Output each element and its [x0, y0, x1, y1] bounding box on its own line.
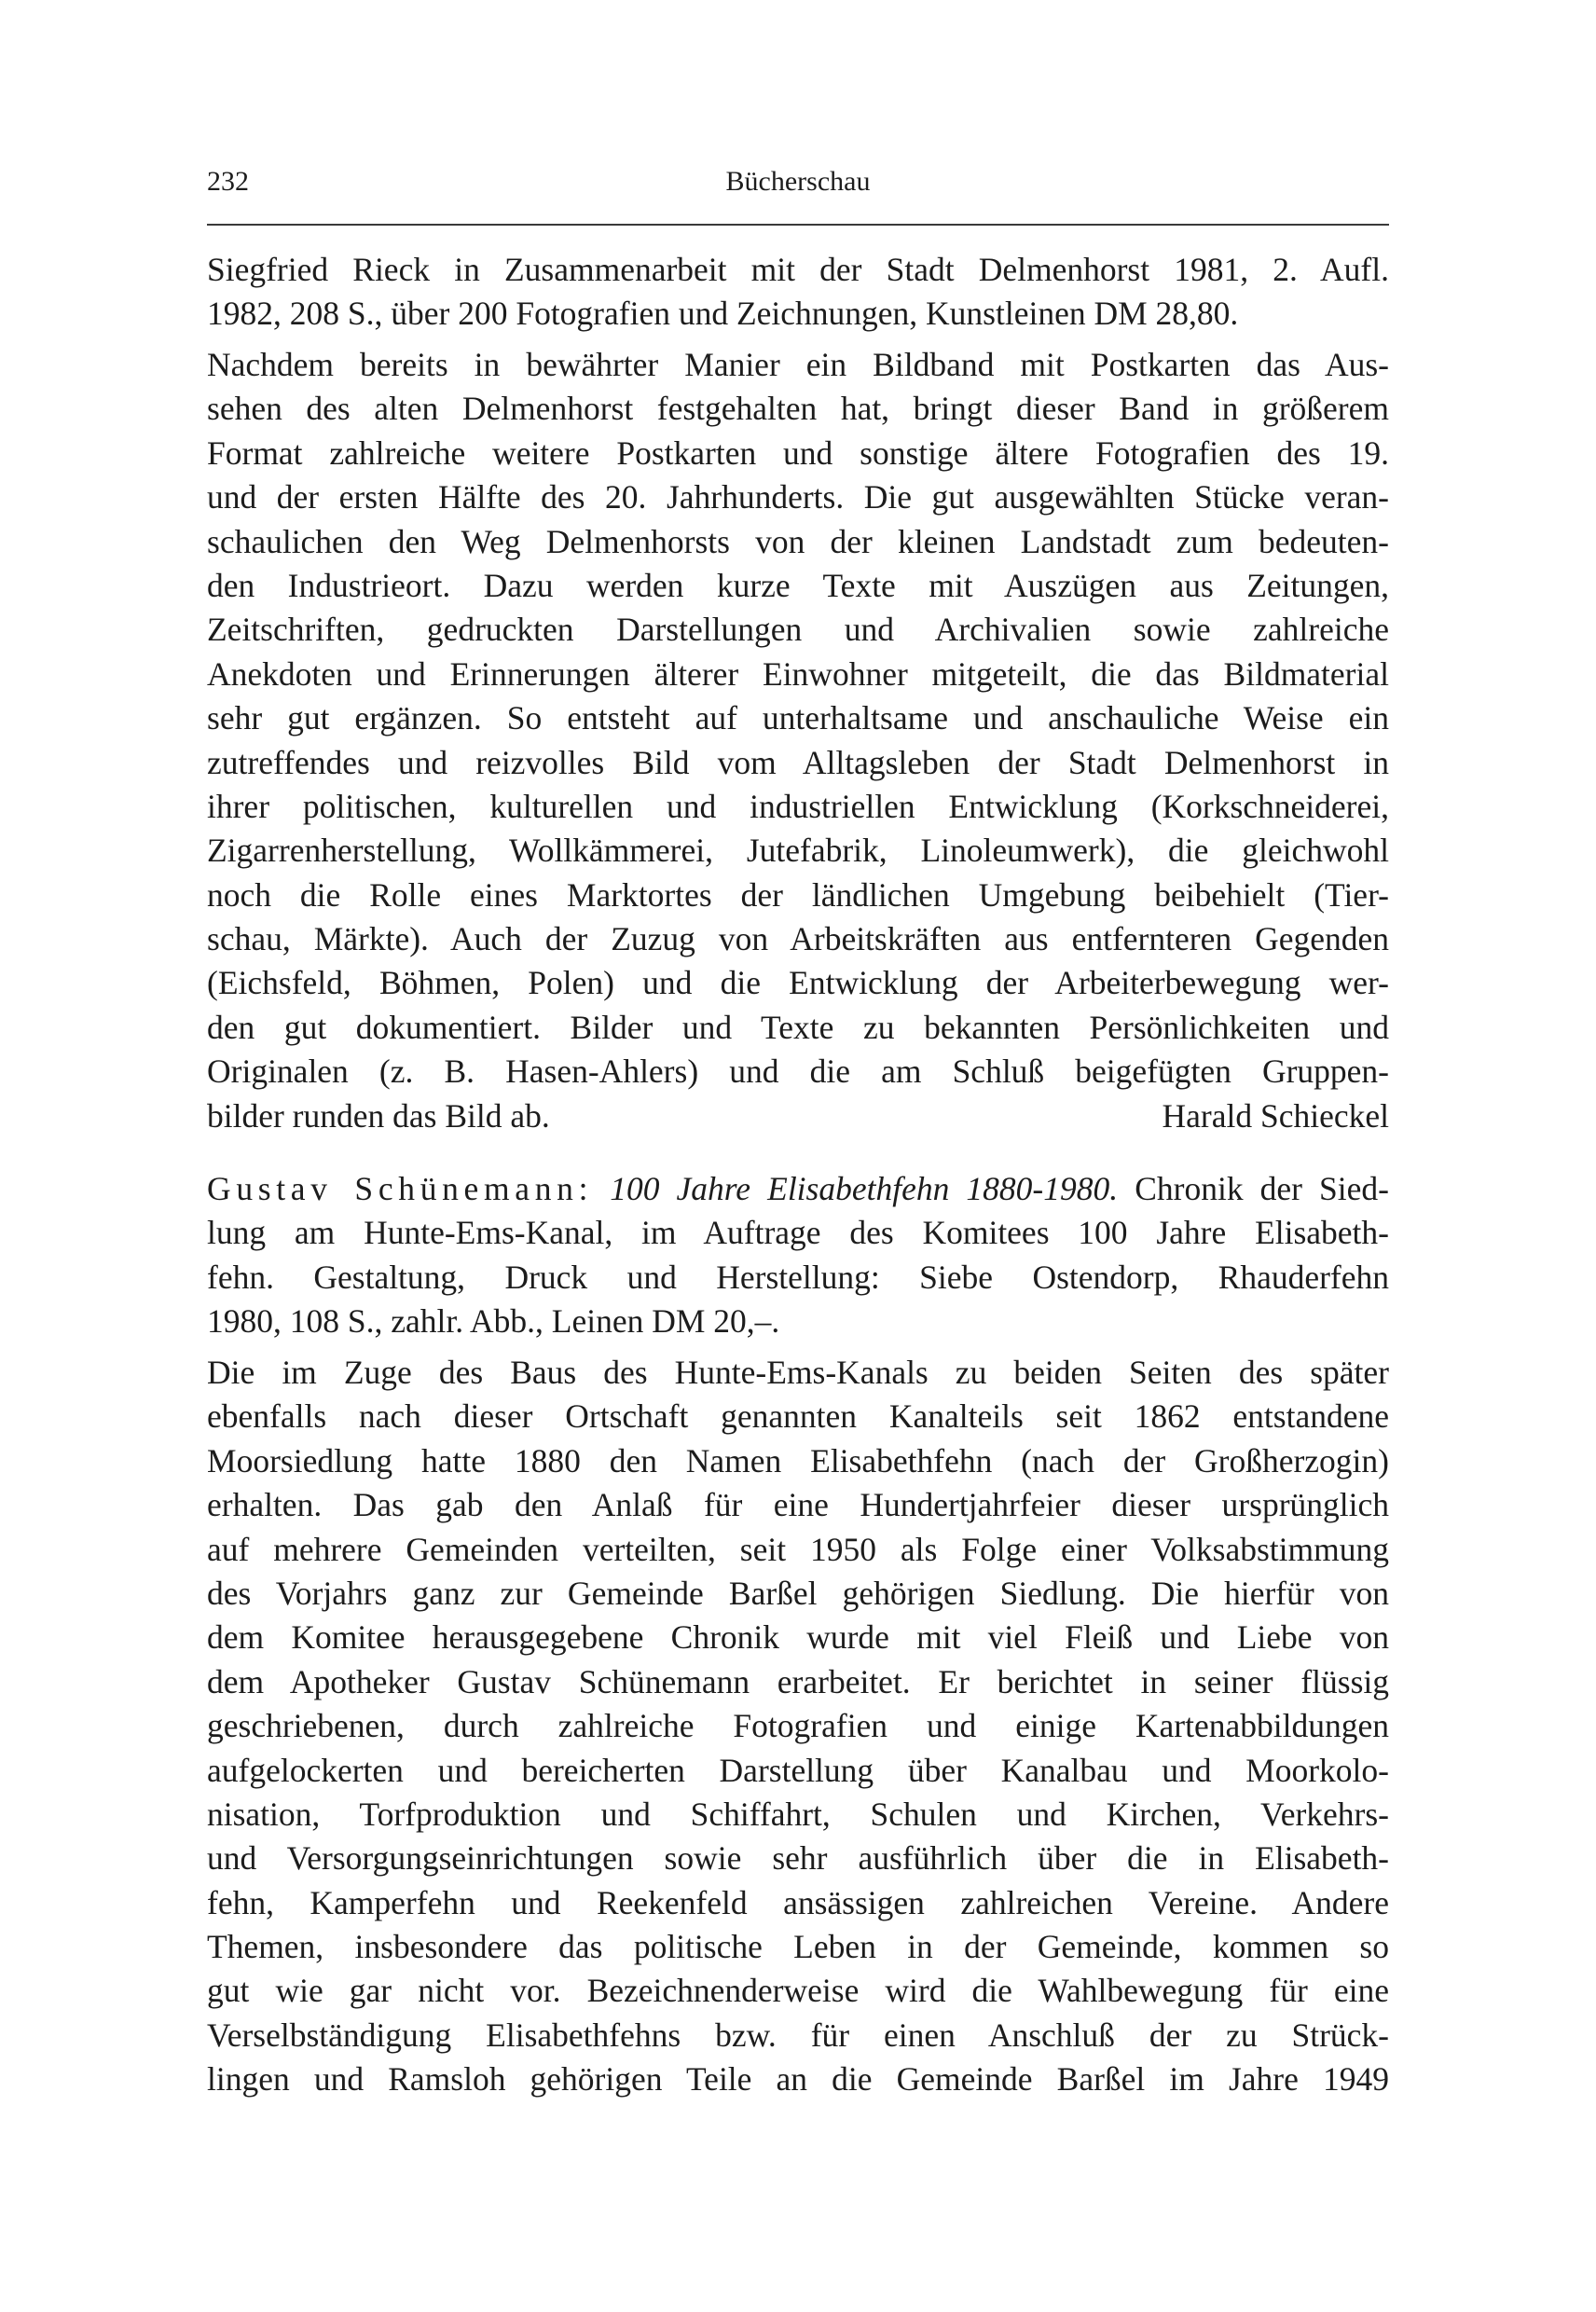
- review2-body: [207, 1351, 1389, 2102]
- body-line: sehen des alten Delmenhorst festgehalten hat, bringt dieser Band in größerem: [207, 390, 1389, 428]
- citation-line: [207, 1167, 1389, 1211]
- body-last-line: [207, 1094, 1389, 1138]
- citation-line: fehn. Gestaltung, Druck und Herstellung: Siebe Ostendorp, Rhauderfehn: [207, 1258, 1389, 1296]
- body-line: erhalten. Das gab den Anlaß für eine Hundertjahrfeier dieser ursprünglich: [207, 1486, 1389, 1524]
- book-author: Gustav Schünemann:: [207, 1170, 594, 1207]
- body-line: zutreffendes und reizvolles Bild vom Alltagsleben der Stadt Delmenhorst in: [207, 743, 1389, 781]
- citation-line: Siegfried Rieck in Zusammenarbeit mit der Stadt Delmenhorst 1981, 2. Aufl.: [207, 251, 1389, 288]
- citation-line: lung am Hunte-Ems-Kanal, im Auftrage des Komitees 100 Jahre Elisabeth-: [207, 1214, 1389, 1252]
- body-line: bilder runden das Bild ab.: [207, 1096, 550, 1135]
- body-line: Zeitschriften, gedruckten Darstellungen und Archivalien sowie zahlreiche: [207, 611, 1389, 649]
- body-line: (Eichsfeld, Böhmen, Polen) und die Entwicklung der Arbeiterbewegung wer-: [207, 964, 1389, 1002]
- body-line: Nachdem bereits in bewährter Manier ein Bildband mit Postkarten das Aus-: [207, 346, 1389, 383]
- body-line: des Vorjahrs ganz zur Gemeinde Barßel gehörigen Siedlung. Die hierfür von: [207, 1574, 1389, 1612]
- body-line: auf mehrere Gemeinden verteilten, seit 1950 als Folge einer Volksabstimmung: [207, 1530, 1389, 1568]
- body-line: und der ersten Hälfte des 20. Jahrhunderts. Die gut ausgewählten Stücke veran-: [207, 478, 1389, 516]
- body-line: geschriebenen, durch zahlreiche Fotografien und einige Kartenabbildungen: [207, 1707, 1389, 1745]
- review1-citation: [207, 248, 1389, 337]
- body-line: lingen und Ramsloh gehörigen Teile an die Gemeinde Barßel im Jahre 1949: [207, 2060, 1389, 2099]
- body-line: Die im Zuge des Baus des Hunte-Ems-Kanals zu beiden Seiten des später: [207, 1354, 1389, 1391]
- citation-line: 1980, 108 S., zahlr. Abb., Leinen DM 20,–.: [207, 1302, 780, 1341]
- page-header: [207, 166, 1389, 213]
- body-line: noch die Rolle eines Marktortes der ländlichen Umgebung beibehielt (Tier-: [207, 875, 1389, 914]
- body-line: Anekdoten und Erinnerungen älterer Einwohner mitgeteilt, die das Bildmaterial: [207, 654, 1389, 693]
- body-line: ebenfalls nach dieser Ortschaft genannten Kanalteils seit 1862 entstandene: [207, 1397, 1389, 1436]
- header-rule: [207, 224, 1389, 226]
- body-line: Themen, insbesondere das politische Leben in der Gemeinde, kommen so: [207, 1928, 1389, 1966]
- body-line: dem Apotheker Gustav Schünemann erarbeitet. Er berichtet in seiner flüssig: [207, 1662, 1389, 1700]
- body-line: sehr gut ergänzen. So entsteht auf unterhaltsame und anschauliche Weise ein: [207, 699, 1389, 737]
- review2-citation: [207, 1167, 1389, 1344]
- body-line: den gut dokumentiert. Bilder und Texte zu bekannten Persönlichkeiten und: [207, 1008, 1389, 1046]
- body-line: schaulichen den Weg Delmenhorsts von der kleinen Landstadt zum bedeuten-: [207, 522, 1389, 560]
- body-line: Format zahlreiche weitere Postkarten und sonstige ältere Fotografien des 19.: [207, 434, 1389, 472]
- page-number: 232: [207, 166, 249, 197]
- citation-text: Chronik der Sied-: [1135, 1170, 1389, 1207]
- body-line: Verselbständigung Elisabethfehns bzw. für einen Anschluß der zu Strück-: [207, 2016, 1389, 2054]
- citation-line: 1982, 208 S., über 200 Fotografien und Zeichnungen, Kunstleinen DM 28,80.: [207, 295, 1239, 333]
- review1-body: [207, 343, 1389, 1138]
- body-line: dem Komitee herausgegebene Chronik wurde mit viel Fleiß und Liebe von: [207, 1618, 1389, 1657]
- body-line: und Versorgungseinrichtungen sowie sehr ausführlich über die in Elisabeth-: [207, 1839, 1389, 1878]
- body-line: fehn, Kamperfehn und Reekenfeld ansässigen zahlreichen Vereine. Andere: [207, 1883, 1389, 1921]
- body-line: nisation, Torfproduktion und Schiffahrt, Schulen und Kirchen, Verkehrs-: [207, 1795, 1389, 1833]
- body-line: gut wie gar nicht vor. Bezeichnenderweise wird die Wahlbewegung für eine: [207, 1972, 1389, 2010]
- body-line: den Industrieort. Dazu werden kurze Texte mit Auszügen aus Zeitungen,: [207, 566, 1389, 604]
- running-title: Bücherschau: [725, 166, 871, 197]
- body-line: Zigarrenherstellung, Wollkämmerei, Jutefabrik, Linoleumwerk), die gleichwohl: [207, 832, 1389, 870]
- body-line: Moorsiedlung hatte 1880 den Namen Elisabethfehn (nach der Großherzogin): [207, 1441, 1389, 1479]
- body-line: schau, Märkte). Auch der Zuzug von Arbeitskräften aus entfernteren Gegenden: [207, 920, 1389, 958]
- body-line: Originalen (z. B. Hasen-Ahlers) und die am Schluß beigefügten Gruppen-: [207, 1053, 1389, 1091]
- book-title: 100 Jahre Elisabethfehn 1880-1980.: [610, 1170, 1119, 1207]
- body-line: ihrer politischen, kulturellen und industriellen Entwicklung (Korkschneiderei,: [207, 787, 1389, 825]
- body-line: aufgelockerten und bereicherten Darstellung über Kanalbau und Moorkolo-: [207, 1751, 1389, 1789]
- reviewer-name: Harald Schieckel: [1162, 1096, 1389, 1135]
